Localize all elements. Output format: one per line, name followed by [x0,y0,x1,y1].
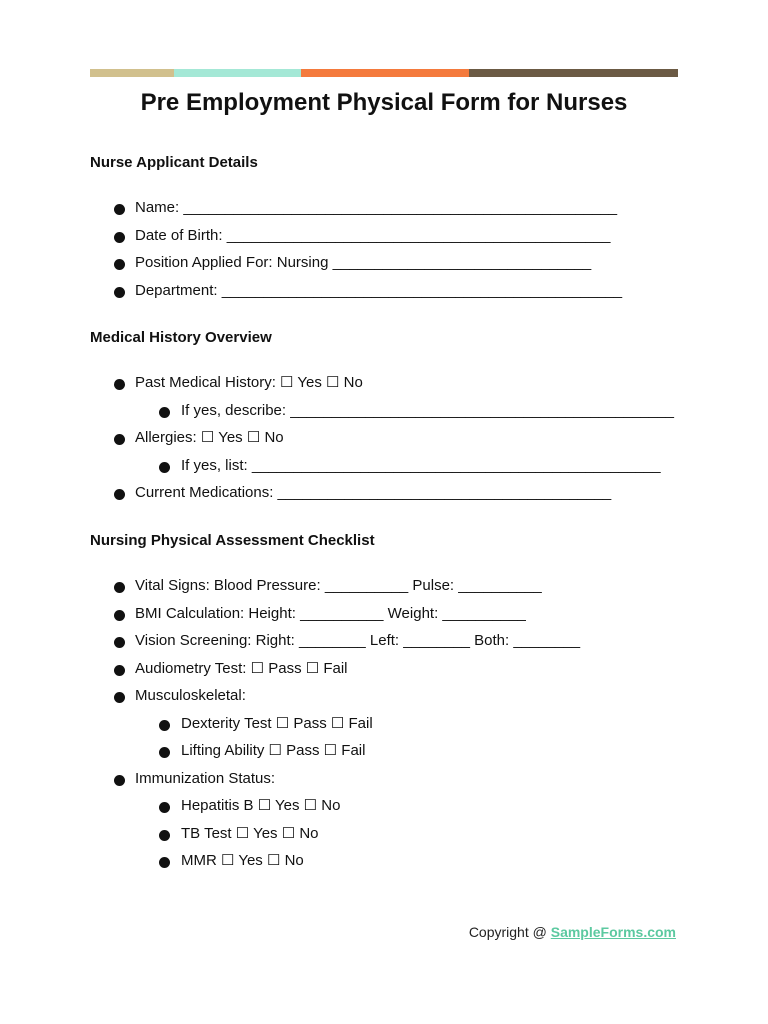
bullet-icon [159,407,170,418]
bullet-icon [114,287,125,298]
item-text: Position Applied For: Nursing _______________________________ [135,254,592,271]
list-item-vision [0,632,580,660]
list-item-musculoskeletal [0,687,580,715]
applicant-list [0,199,622,309]
list-item-immunization [0,770,580,798]
item-text: Past Medical History: ☐ Yes ☐ No [135,374,363,391]
list-item-allergies-list [0,457,674,485]
item-text: Vision Screening: Right: ________ Left: ________ Both: ________ [135,632,581,649]
bullet-icon [114,582,125,593]
color-bar-segment-mint [174,69,301,77]
item-text: If yes, list: _________________________________________________ [181,456,661,474]
item-text: Lifting Ability ☐ Pass ☐ Fail [181,742,366,759]
list-item-name [0,199,622,227]
color-bar-segment-brown [469,69,678,77]
list-item-lifting [0,742,580,770]
item-text: Vital Signs: Blood Pressure: __________ Pulse: __________ [135,577,542,594]
item-text: Dexterity Test ☐ Pass ☐ Fail [181,714,373,732]
color-bar-segment-tan [90,69,174,77]
bullet-icon [159,857,170,868]
bullet-icon [114,489,125,500]
bullet-icon [159,830,170,841]
brand-link[interactable]: SampleForms.com [550,924,676,940]
item-text: Hepatitis B ☐ Yes ☐ No [181,797,341,814]
list-item-allergies [0,429,674,457]
copyright-text: Copyright @ [468,924,551,940]
item-text: BMI Calculation: Height: __________ Weight: __________ [135,604,526,622]
list-item-audiometry [0,660,580,688]
item-text: Musculoskeletal: [135,687,246,704]
bullet-icon [159,720,170,731]
bullet-icon [114,259,125,270]
list-item-hepatitis-b [0,797,580,825]
list-item-bmi [0,605,580,633]
page-title: Pre Employment Physical Form for Nurses [140,89,628,116]
bullet-icon [114,692,125,703]
bullet-icon [159,747,170,758]
item-text: Allergies: ☐ Yes ☐ No [135,429,284,446]
header-color-bar [90,69,678,77]
list-item-tb-test [0,825,580,853]
list-item-current-medications [0,484,674,512]
list-item-history-describe [0,402,674,430]
bullet-icon [114,379,125,390]
footer-copyright [469,924,676,940]
item-text: TB Test ☐ Yes ☐ No [181,824,319,842]
list-item-department [0,282,622,310]
medical-list [0,374,674,512]
bullet-icon [114,775,125,786]
bullet-icon [114,434,125,445]
list-item-past-medical-history [0,374,674,402]
section-heading-applicant: Nurse Applicant Details [90,154,258,171]
item-text: Audiometry Test: ☐ Pass ☐ Fail [135,659,348,677]
item-text: Department: ________________________________________________ [135,281,623,299]
bullet-icon [114,232,125,243]
item-text: Immunization Status: [135,769,276,787]
bullet-icon [114,610,125,621]
list-item-date-of-birth [0,227,622,255]
assessment-list [0,577,580,880]
list-item-mmr [0,852,580,880]
item-text: Date of Birth: ______________________________________________ [135,226,611,244]
item-text: MMR ☐ Yes ☐ No [181,852,304,869]
list-item-vital-signs [0,577,580,605]
bullet-icon [114,665,125,676]
section-heading-assessment: Nursing Physical Assessment Checklist [90,532,375,549]
item-text: If yes, describe: ______________________________________________ [181,401,674,419]
list-item-dexterity [0,715,580,743]
item-text: Name: ____________________________________________________ [135,199,618,216]
section-heading-medical: Medical History Overview [90,329,272,346]
color-bar-segment-orange [301,69,469,77]
item-text: Current Medications: ________________________________________ [135,484,612,501]
bullet-icon [114,204,125,215]
bullet-icon [114,637,125,648]
bullet-icon [159,462,170,473]
list-item-position [0,254,622,282]
bullet-icon [159,802,170,813]
